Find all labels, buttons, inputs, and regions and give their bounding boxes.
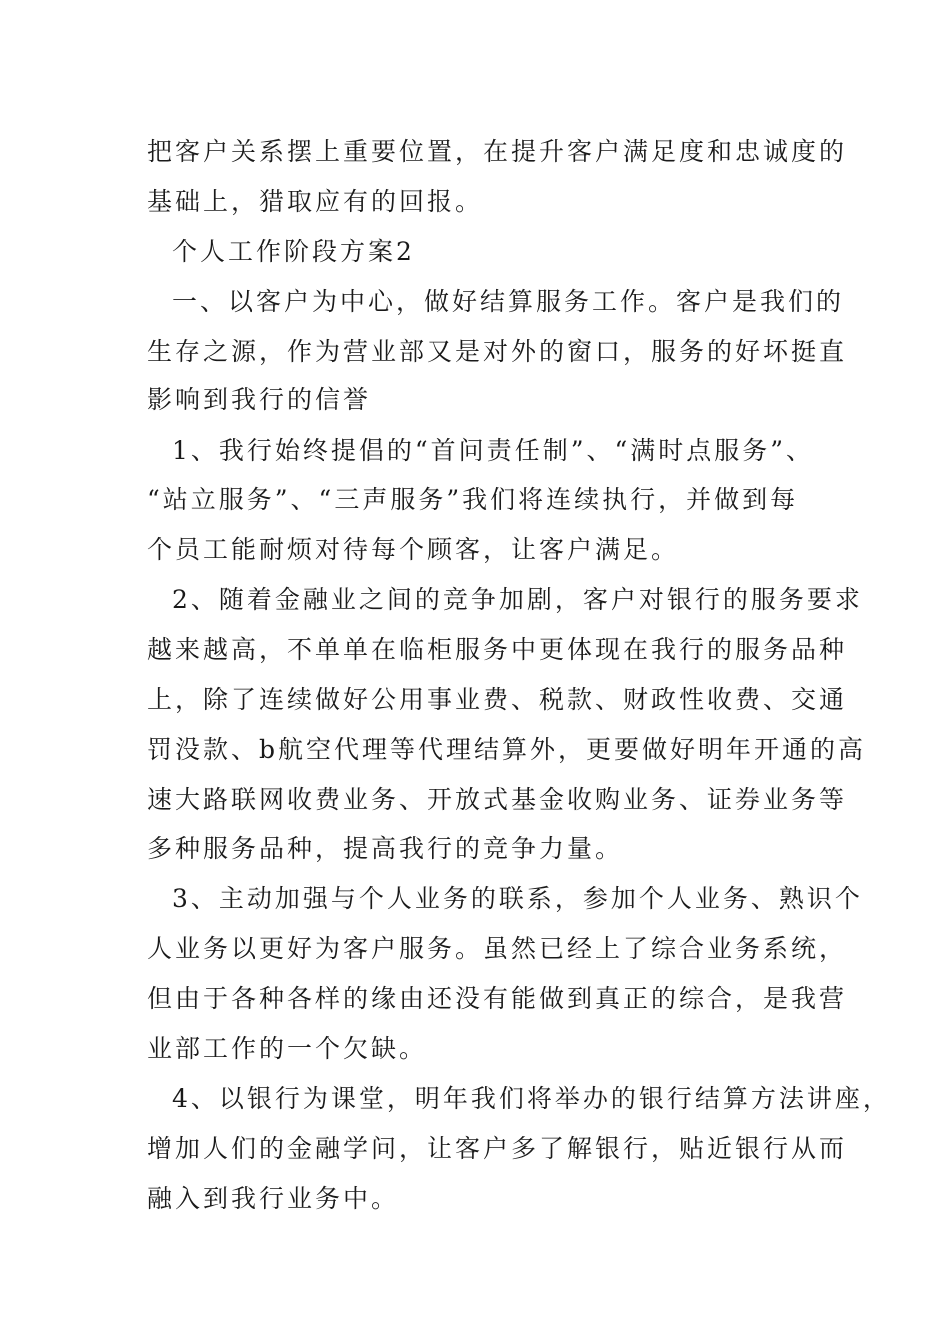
text-line: 上，除了连续做好公用事业费、税款、财政性收费、交通 [147,685,848,714]
text-line: 1、我行始终提倡的“首问责任制”、“满时点服务”、 [172,436,815,465]
text-line: 业部工作的一个欠缺。 [147,1034,428,1063]
text-line: 2、随着金融业之间的竞争加剧，客户对银行的服务要求 [172,585,863,614]
text-line: 个员工能耐烦对待每个顾客，让客户满足。 [147,535,680,564]
text-line: 罚没款、b航空代理等代理结算外，更要做好明年开通的高 [147,735,867,764]
text-line: 4、以银行为课堂，明年我们将举办的银行结算方法讲座， [172,1084,891,1113]
text-line: 把客户关系摆上重要位置，在提升客户满足度和忠诚度的 [147,137,848,166]
text-line: 增加人们的金融学问，让客户多了解银行，贴近银行从而 [147,1134,848,1163]
text-line: 人业务以更好为客户服务。虽然已经上了综合业务系统， [147,934,848,963]
text-line: 一、以客户为中心，做好结算服务工作。客户是我们的 [172,287,845,316]
text-line: 3、主动加强与个人业务的联系，参加个人业务、熟识个 [172,884,863,913]
text-line: 越来越高，不单单在临柜服务中更体现在我行的服务品种 [147,635,848,664]
text-line: 速大路联网收费业务、开放式基金收购业务、证券业务等 [147,785,848,814]
text-line: 影响到我行的信誉 [147,385,372,414]
text-line: 生存之源，作为营业部又是对外的窗口，服务的好坏挺直 [147,337,848,366]
text-line: 基础上，猎取应有的回报。 [147,187,484,216]
text-line: 融入到我行业务中。 [147,1184,400,1213]
text-line: 但由于各种各样的缘由还没有能做到真正的综合，是我营 [147,984,848,1013]
text-line: 多种服务品种，提高我行的竞争力量。 [147,834,624,863]
text-line: “站立服务”、“三声服务”我们将连续执行，并做到每 [147,485,799,514]
section-heading: 个人工作阶段方案2 [172,237,415,266]
